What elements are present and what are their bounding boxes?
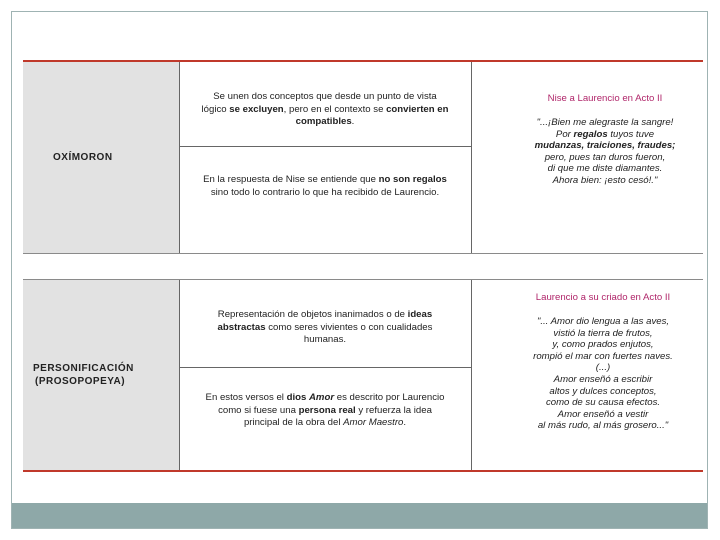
- row2-divider-b: [471, 280, 472, 470]
- quote-nise: "...¡Bien me alegraste la sangre! Por regalos tuyos tuve mudanzas, traiciones, fraudes; pero, pues tan duros fueron, di que me diste diamantes. Ahora bien: ¡esto cesó!.": [534, 117, 676, 186]
- row1-divider-b: [471, 62, 472, 253]
- footer-bar: [12, 503, 707, 528]
- term-line: PERSONIFICACIÓN: [33, 363, 134, 374]
- row2-inner-rule: [180, 367, 471, 368]
- row1-bottom-rule: [23, 253, 703, 254]
- oximoron-definition: Se unen dos conceptos que desde un punto de vista lógico se excluyen, pero en el contexto se convierten en compatibles.: [201, 91, 449, 127]
- row2-divider-a: [179, 280, 180, 470]
- personificacion-example: En estos versos el dios Amor es descrito por Laurencio como si fuese una persona real y refuerza la idea principal de la obra del Amor Maestro.: [205, 392, 445, 428]
- row2-bottom-rule: [23, 470, 703, 472]
- term-oximoron: [53, 152, 113, 163]
- quote-title-nise: Nise a Laurencio en Acto II: [547, 93, 663, 104]
- term-line: OXÍMORON: [53, 152, 113, 163]
- quote-title-laurencio: Laurencio a su criado en Acto II: [535, 292, 671, 303]
- personificacion-definition: Representación de objetos inanimados o de ideas abstractas como seres vivientes o con cualidades humanas.: [217, 309, 433, 345]
- quote-laurencio: "... Amor dio lengua a las aves, vistió la tierra de frutos, y, como prados enjutos, rompió el mar con fuertes naves. (...) Amor enseñó a escribir altos y dulces conceptos, como de su causa efectos. Amor enseñó a vestir al más rudo, al más grosero...": [533, 316, 673, 432]
- row1-inner-rule: [180, 146, 471, 147]
- term-line: (PROSOPOPEYA): [35, 376, 126, 387]
- term-personificacion: [33, 362, 134, 388]
- row1-divider-a: [179, 62, 180, 253]
- oximoron-example: En la respuesta de Nise se entiende que no son regalos sino todo lo contrario lo que ha recibido de Laurencio.: [203, 174, 447, 198]
